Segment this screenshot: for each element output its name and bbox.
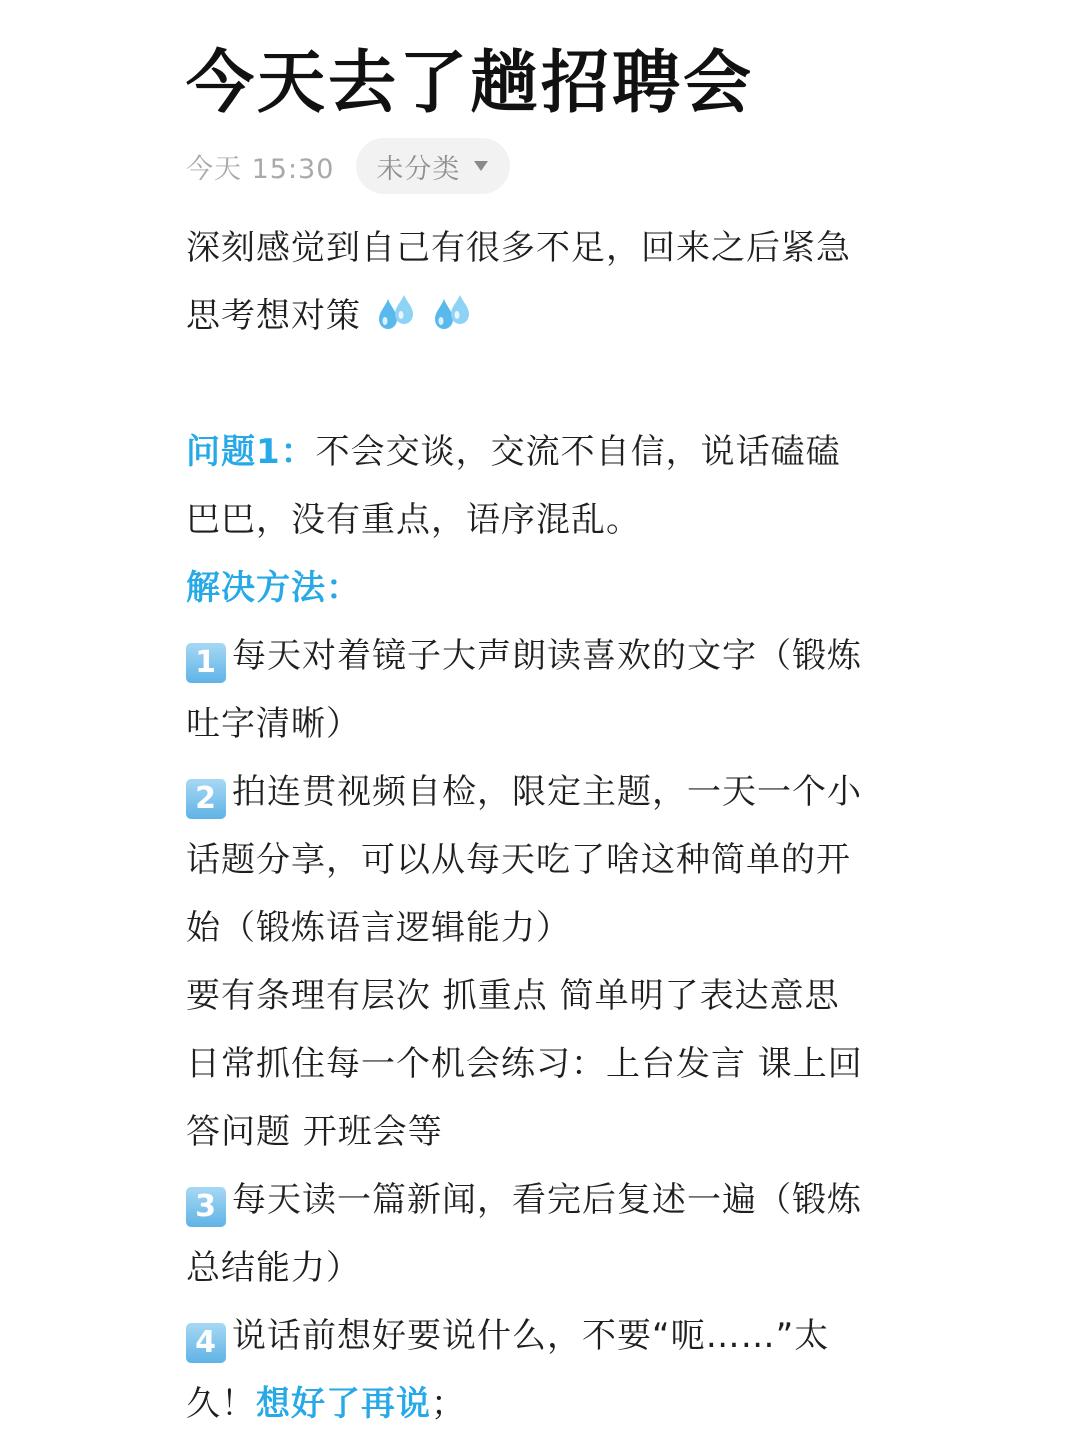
tip-line-1: 要有条理有层次 抓重点 简单明了表达意思 <box>186 976 840 1016</box>
note-meta <box>186 138 906 194</box>
step-2-line-2: 话题分享，可以从每天吃了啥这种简单的开 <box>186 840 851 880</box>
category-dropdown[interactable] <box>356 138 510 194</box>
blank-line <box>186 350 906 418</box>
step-text: 拍连贯视频自检，限定主题，一天一个小 <box>232 772 862 812</box>
sweat-droplets-icon <box>431 293 473 333</box>
problem-line-2: 巴巴，没有重点，语序混乱。 <box>186 500 641 540</box>
intro-line-2-text: 思考想对策 <box>186 296 361 336</box>
solution-label: 解决方法： <box>186 568 361 608</box>
tip-line-3: 答问题 开班会等 <box>186 1112 443 1152</box>
tip-line-2: 日常抓住每一个机会练习：上台发言 课上回 <box>186 1044 863 1084</box>
note-timestamp: 今天 15:30 <box>186 153 335 185</box>
step-text: 说话前想好要说什么，不要“呃……”太 <box>232 1316 830 1356</box>
chevron-down-icon <box>474 161 488 171</box>
intro-line-1: 深刻感觉到自己有很多不足，回来之后紧急 <box>186 228 851 268</box>
sweat-droplets-icon <box>375 293 417 333</box>
step-3-line-2: 总结能力） <box>186 1248 361 1288</box>
step-1-line-2: 吐字清晰） <box>186 704 361 744</box>
problem-label: 问题1： <box>186 432 316 472</box>
step-text: 每天读一篇新闻，看完后复述一遍（锻炼 <box>232 1180 862 1220</box>
note-view <box>186 40 906 1438</box>
category-label: 未分类 <box>376 153 461 185</box>
keycap-1-icon: 1 <box>186 643 226 683</box>
intro-line-2 <box>186 282 906 350</box>
problem-text: 不会交谈，交流不自信，说话磕磕 <box>315 432 841 472</box>
keycap-2-icon: 2 <box>186 779 226 819</box>
problem-line-1 <box>186 418 906 486</box>
step-3-line-1 <box>186 1166 906 1234</box>
step-4-prefix: 久！ <box>186 1384 256 1424</box>
step-text: 每天对着镜子大声朗读喜欢的文字（锻炼 <box>232 636 862 676</box>
step-2-line-1 <box>186 758 906 826</box>
step-4-highlight: 想好了再说 <box>256 1384 431 1424</box>
step-1-line-1 <box>186 622 906 690</box>
step-2-line-3: 始（锻炼语言逻辑能力） <box>186 908 571 948</box>
keycap-4-icon: 4 <box>186 1323 226 1363</box>
note-body[interactable] <box>186 214 906 1438</box>
keycap-3-icon: 3 <box>186 1187 226 1227</box>
step-4-line-2 <box>186 1370 906 1438</box>
note-title[interactable]: 今天去了趟招聘会 <box>186 44 755 123</box>
step-4-suffix: ； <box>431 1384 466 1424</box>
step-4-line-1 <box>186 1302 906 1370</box>
